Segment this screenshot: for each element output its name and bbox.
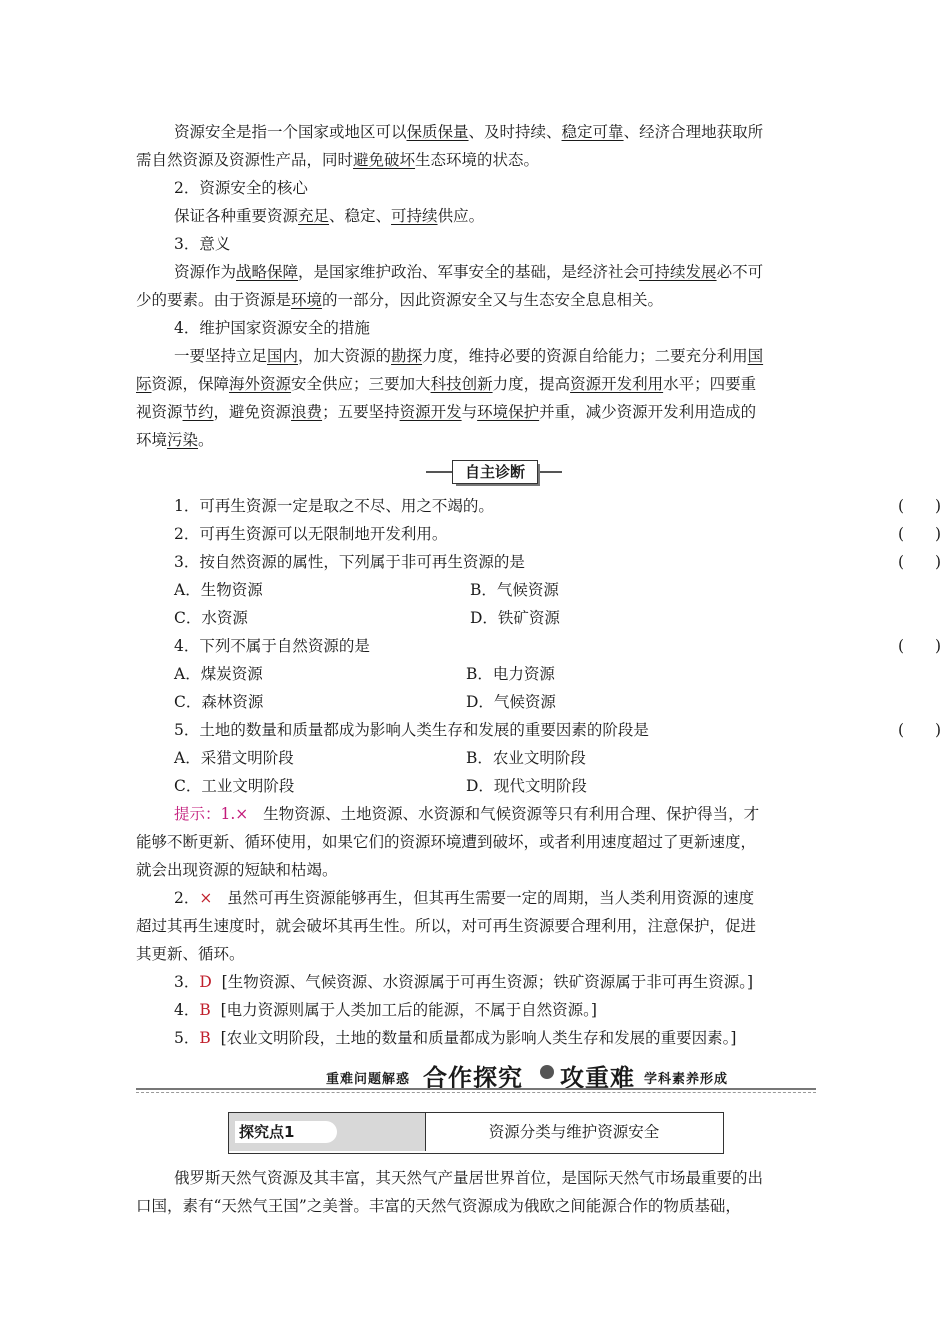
core-line [174, 202, 816, 230]
text-run: ；五要坚持 [322, 403, 400, 421]
q5-options-row-1 [174, 744, 816, 772]
heading-measures: 4．维护国家资源安全的措施 [174, 319, 370, 337]
q3-option-d: D．铁矿资源 [470, 609, 560, 627]
hint-2-line-3: 其更新、循环。 [136, 945, 245, 963]
text-run: 、及时持续、 [468, 123, 562, 141]
text-run: 环境 [136, 431, 168, 449]
text-run: 力度，提高 [492, 375, 571, 393]
hint-1-line-2: 能够不断更新、循环使用，如果它们的资源环境遭到破坏，或者利用速度超过了更新速度， [136, 833, 757, 851]
key-phrase: 环境保护 [477, 403, 540, 421]
section-right-label: 学科素养形成 [644, 1072, 729, 1087]
key-phrase: 海外资源 [229, 375, 292, 393]
key-phrase: 可持续发展 [639, 263, 717, 281]
text-run: 供应。 [437, 207, 485, 225]
explore-point-label: 探究点1 [235, 1121, 337, 1143]
measures-line-2 [136, 370, 816, 398]
q3-options-row-2 [174, 604, 816, 632]
hint-4-answer: B [199, 1001, 211, 1019]
hint-2-mark: × [199, 889, 213, 907]
hint-5-number: 5． [174, 1029, 200, 1047]
q4-option-d: D．气候资源 [466, 693, 556, 711]
measures-line-3 [136, 398, 816, 426]
text-run: 保证各种重要资源 [174, 207, 299, 225]
section-main-subtitle: 攻重难 [560, 1064, 635, 1092]
text-run: 资源作为 [174, 263, 237, 281]
question-2 [174, 520, 942, 548]
hint-5-text: [农业文明阶段，土地的数量和质量都成为影响人类生存和发展的重要因素。] [220, 1029, 737, 1047]
hint-4-text: [电力资源则属于人类加工后的能源，不属于自然资源。] [220, 1001, 597, 1019]
text-run: 安全供应；三要加大 [291, 375, 431, 393]
answer-blank-2: ( ) [898, 525, 942, 543]
key-phrase: 节约 [182, 403, 214, 421]
hint-2-line-1 [174, 884, 816, 912]
q3-option-b: B．气候资源 [470, 581, 559, 599]
text-run: 必不可 [716, 263, 764, 281]
q5-option-b: B．农业文明阶段 [466, 749, 586, 767]
self-diagnosis-banner [426, 460, 562, 484]
meaning-line-1 [174, 258, 816, 286]
hint-3-number: 3． [174, 973, 200, 991]
case-line-2: 口国，素有“天然气王国”之美誉。丰富的天然气资源成为俄欧之间能源合作的物质基础， [136, 1197, 741, 1215]
heading-meaning: 3．意义 [174, 235, 231, 253]
text-run: 生态环境的状态。 [415, 151, 540, 169]
q3-option-c: C．水资源 [174, 609, 248, 627]
text-run: 。 [198, 431, 214, 449]
text-run: 、稳定、 [329, 207, 392, 225]
question-1-text: 1．可再生资源一定是取之不尽、用之不竭的。 [174, 497, 494, 515]
text-run: 资源，保障 [151, 375, 230, 393]
heading-core: 2．资源安全的核心 [174, 179, 308, 197]
key-phrase: 可持续 [391, 207, 438, 225]
key-phrase: 避免破坏 [353, 151, 416, 169]
section-main-title: 合作探究 [423, 1064, 523, 1092]
key-phrase: 战略保障 [236, 263, 299, 281]
text-run: 与 [461, 403, 478, 421]
key-phrase: 稳定可靠 [561, 123, 624, 141]
hint-1-line-3: 就会出现资源的短缺和枯竭。 [136, 861, 338, 879]
question-3 [174, 548, 942, 576]
hint-label: 提示：1. [174, 805, 236, 823]
q4-option-a: A．煤炭资源 [174, 665, 263, 683]
hint-3 [174, 968, 816, 996]
question-5-text: 5．土地的数量和质量都成为影响人类生存和发展的重要因素的阶段是 [174, 721, 649, 739]
key-phrase: 资源开发 [399, 403, 462, 421]
text-run: ，加大资源的 [298, 347, 392, 365]
key-phrase: 勘探 [391, 347, 423, 365]
question-1 [174, 492, 942, 520]
q4-option-b: B．电力资源 [466, 665, 555, 683]
text-run: 视资源 [136, 403, 183, 421]
hint-3-answer: D [199, 973, 212, 991]
q4-options-row-1 [174, 660, 816, 688]
text-run: 少的要素。由于资源是 [136, 291, 292, 309]
q5-option-c: C．工业文明阶段 [174, 777, 295, 795]
question-4-text: 4．下列不属于自然资源的是 [174, 637, 370, 655]
answer-blank-3: ( ) [898, 553, 942, 571]
hint-2-text: 虽然可再生资源能够再生，但其再生需要一定的周期，当人类利用资源的速度 [227, 889, 755, 907]
key-phrase: 际 [136, 375, 152, 393]
banner-title: 自主诊断 [452, 460, 538, 484]
hint-5-answer: B [199, 1029, 211, 1047]
text-run: ，避免资源 [213, 403, 292, 421]
q4-options-row-2 [174, 688, 816, 716]
key-phrase: 环境 [291, 291, 323, 309]
q4-option-c: C．森林资源 [174, 693, 264, 711]
q3-options-row-1 [174, 576, 816, 604]
q5-option-d: D．现代文明阶段 [466, 777, 587, 795]
question-5 [174, 716, 942, 744]
q5-option-a: A．采猎文明阶段 [174, 749, 294, 767]
hint-4-number: 4． [174, 1001, 200, 1019]
explore-point-tag [229, 1113, 426, 1151]
definition-line-2 [136, 146, 816, 174]
explore-point-title: 资源分类与维护资源安全 [488, 1123, 660, 1141]
text-run: 资源安全是指一个国家或地区可以 [174, 123, 407, 141]
definition-line-1 [174, 118, 816, 146]
key-phrase: 充足 [298, 207, 330, 225]
section-rule [136, 1088, 816, 1090]
answer-blank-5: ( ) [898, 721, 942, 739]
case-line-1: 俄罗斯天然气资源及其丰富，其天然气产量居世界首位，是国际天然气市场最重要的出 [174, 1169, 764, 1187]
key-phrase: 浪费 [291, 403, 323, 421]
hint-4 [174, 996, 816, 1024]
section-left-label: 重难问题解惑 [326, 1072, 411, 1087]
q3-option-a: A．生物资源 [174, 581, 263, 599]
text-run: 需自然资源及资源性产品，同时 [136, 151, 354, 169]
meaning-line-2 [136, 286, 816, 314]
hint-2-line-2: 超过其再生速度时，就会破坏其再生性。所以，对可再生资源要合理利用，注意保护，促进 [136, 917, 757, 935]
question-2-text: 2．可再生资源可以无限制地开发利用。 [174, 525, 448, 543]
hint-5 [174, 1024, 816, 1052]
text-run: 水平；四要重 [663, 375, 757, 393]
section-banner [136, 1058, 816, 1094]
text-run: 的一部分，因此资源安全又与生态安全息息相关。 [322, 291, 664, 309]
text-run: ，是国家维护政治、军事安全的基础，是经济社会 [298, 263, 640, 281]
key-phrase: 污染 [167, 431, 199, 449]
hint-2-number: 2． [174, 889, 200, 907]
section-arrow-icon [540, 1065, 554, 1079]
key-phrase: 科技创新 [430, 375, 493, 393]
measures-line-4 [136, 426, 816, 454]
question-3-text: 3．按自然资源的属性，下列属于非可再生资源的是 [174, 553, 525, 571]
section-rule-dashed [136, 1092, 816, 1093]
hint-1-mark: × [235, 805, 249, 823]
question-4 [174, 632, 942, 660]
answer-blank-1: ( ) [898, 497, 942, 515]
text-run: 、经济合理地获取所 [623, 123, 764, 141]
key-phrase: 保质保量 [406, 123, 469, 141]
hint-3-text: [生物资源、气候资源、水资源属于可再生资源；铁矿资源属于非可再生资源。] [221, 973, 754, 991]
answer-blank-4: ( ) [898, 637, 942, 655]
q5-options-row-2 [174, 772, 816, 800]
key-phrase: 国 [747, 347, 764, 365]
hint-1-text: 生物资源、土地资源、水资源和气候资源等只有利用合理、保护得当，才 [263, 805, 760, 823]
key-phrase: 资源开发利用 [570, 375, 664, 393]
measures-line-1 [174, 342, 816, 370]
banner-left-bar [426, 471, 452, 473]
hint-1-line-1 [174, 800, 816, 828]
text-run: 一要坚持立足 [174, 347, 268, 365]
explore-point-box [228, 1112, 724, 1154]
text-run: 力度，维持必要的资源自给能力；二要充分利用 [422, 347, 748, 365]
key-phrase: 国内 [267, 347, 299, 365]
text-run: 并重，减少资源开发利用造成的 [539, 403, 757, 421]
